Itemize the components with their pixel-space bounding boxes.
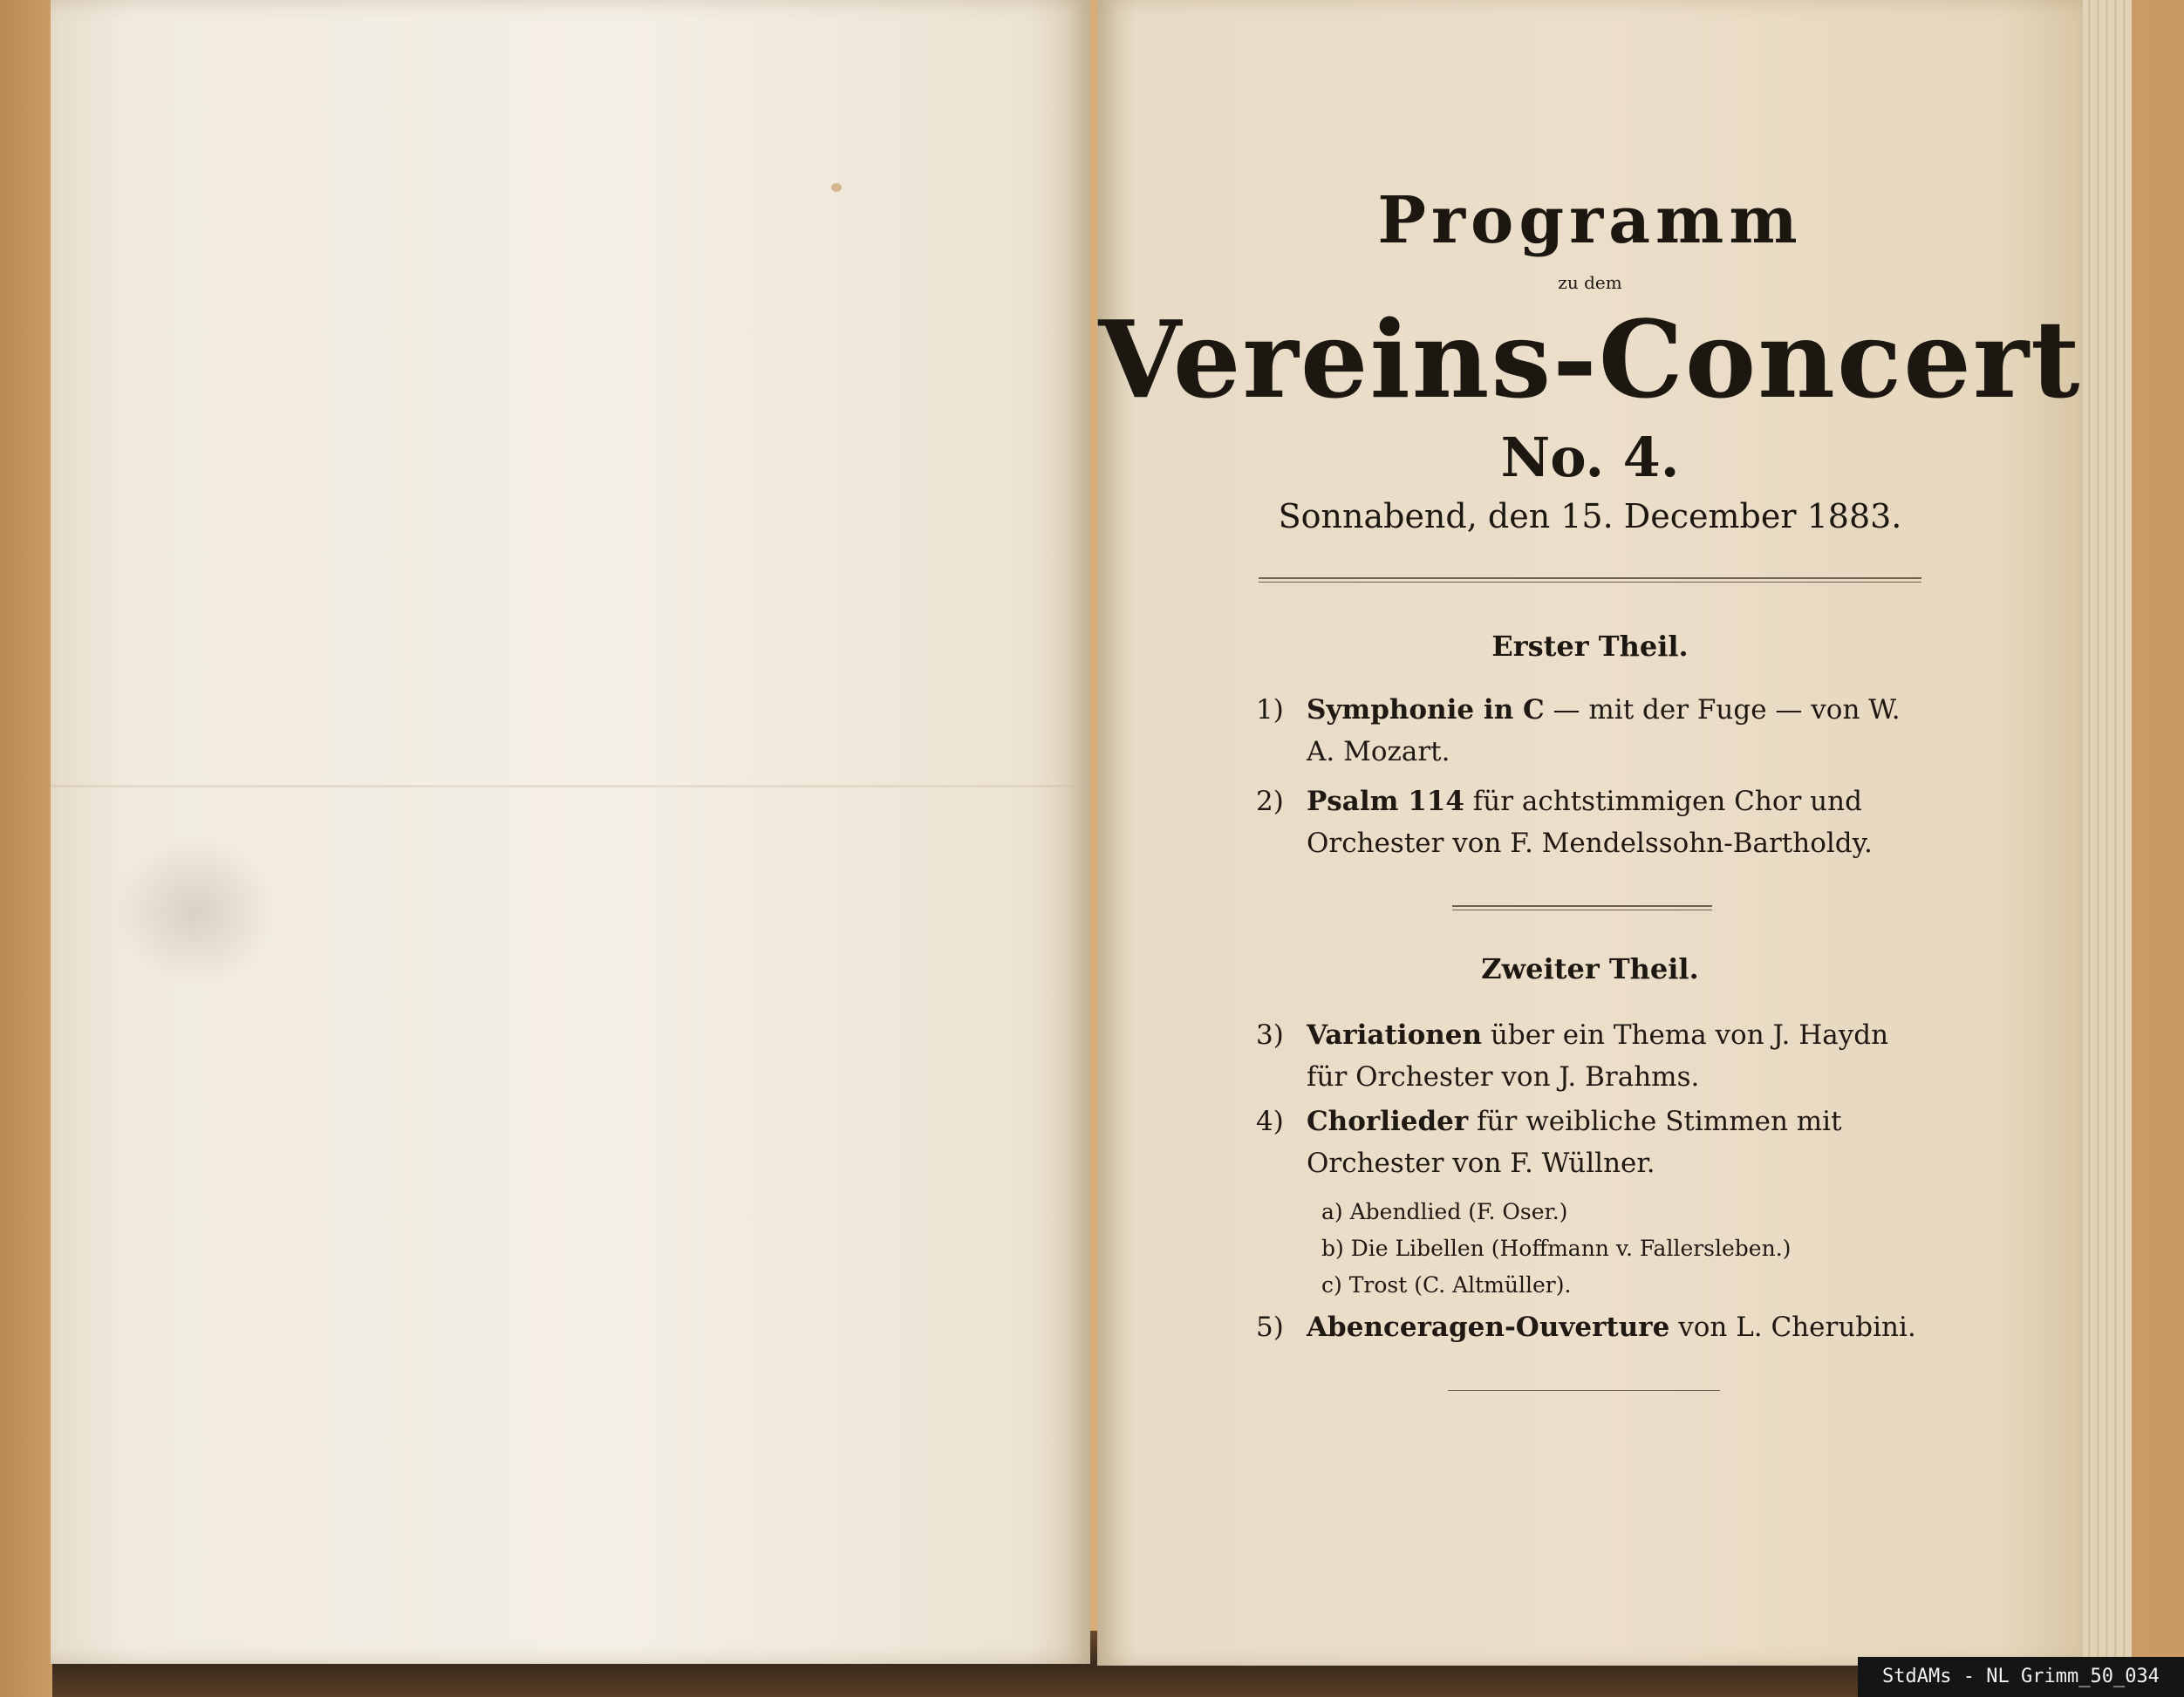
item-title: Chorlieder: [1307, 1106, 1469, 1137]
program-item: [1256, 1014, 1928, 1098]
part2-heading: Zweiter Theil.: [1481, 952, 1699, 985]
left-blank-page: [51, 0, 1090, 1664]
page-edges: [2083, 0, 2132, 1661]
item-text: über ein Thema von J. Haydn für Orchester von J. Brahms.: [1307, 1019, 1889, 1093]
program-item: [1256, 1306, 1928, 1348]
archive-label: StdAMs - NL Grimm_50_034: [1858, 1657, 2184, 1697]
item-text: für achtstimmigen Chor und Orchester von F. Mendelssohn-Bartholdy.: [1307, 786, 1873, 859]
sub-item: b) Die Libellen (Hoffmann v. Fallersleben.): [1321, 1236, 1792, 1261]
divider-rule: [1452, 905, 1712, 910]
sub-item: a) Abendlied (F. Oser.): [1321, 1199, 1568, 1224]
item-title: Variationen: [1307, 1019, 1483, 1051]
item-text: für weibliche Stimmen mit Orchester von F. Wüllner.: [1307, 1106, 1842, 1179]
item-number: 3): [1256, 1019, 1284, 1051]
divider-rule: [1448, 1390, 1720, 1394]
item-number: 2): [1256, 786, 1284, 817]
item-text: von L. Cherubini.: [1669, 1312, 1916, 1343]
concert-number: No. 4.: [1500, 426, 1680, 489]
program-item: [1256, 689, 1928, 773]
page-spot: [831, 183, 842, 192]
part1-heading: Erster Theil.: [1491, 630, 1689, 663]
page-smudge: [112, 837, 277, 985]
program-item: [1256, 1101, 1928, 1184]
item-number: 4): [1256, 1106, 1284, 1137]
program-subtitle: zu dem: [1558, 272, 1622, 293]
item-title: Symphonie in C: [1307, 694, 1545, 726]
sub-item: c) Trost (C. Altmüller).: [1321, 1272, 1572, 1298]
item-number: 1): [1256, 694, 1284, 726]
item-title: Psalm 114: [1307, 786, 1464, 817]
page-fold: [51, 785, 1090, 787]
concert-date: Sonnabend, den 15. December 1883.: [1278, 497, 1902, 535]
divider-rule: [1259, 577, 1921, 583]
item-number: 5): [1256, 1312, 1284, 1343]
concert-title: Vereins-Concert: [1098, 296, 2082, 422]
item-title: Abenceragen-Ouverture: [1307, 1312, 1670, 1343]
item-text: — mit der Fuge — von W. A. Mozart.: [1307, 694, 1901, 767]
program-item: [1256, 780, 1928, 864]
program-title: Programm: [1377, 183, 1803, 258]
